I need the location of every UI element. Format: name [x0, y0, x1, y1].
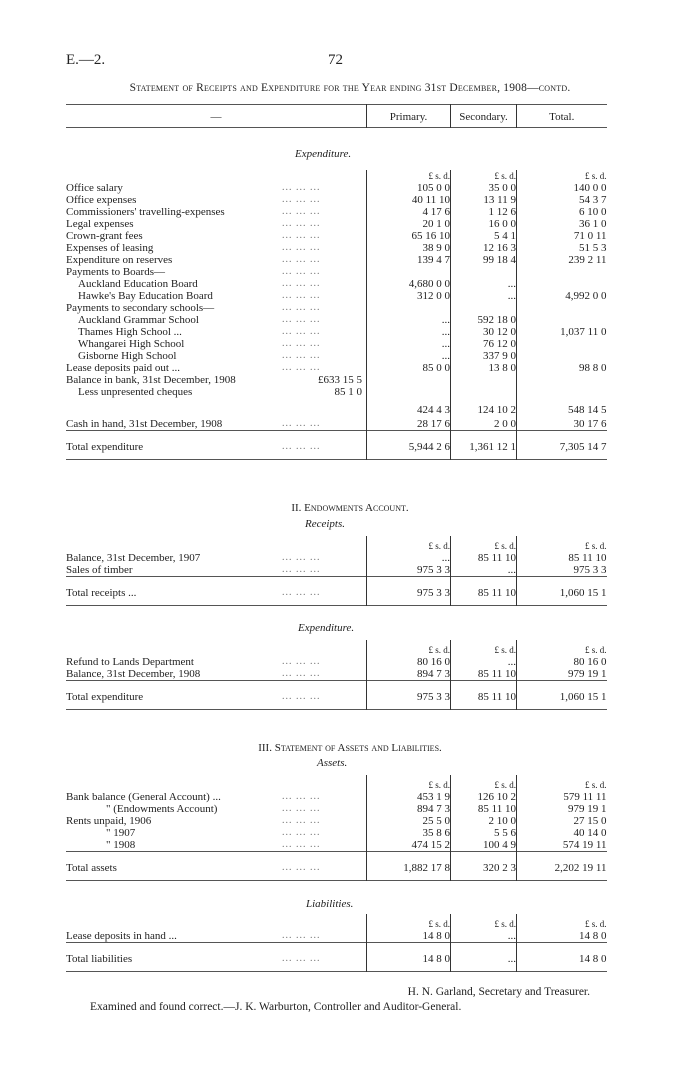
primary-value: 894 7 3: [367, 803, 451, 815]
secondary-value: 100 4 9: [451, 839, 517, 852]
row-leader: ... ... ...: [282, 791, 321, 802]
total-label: Total assets: [66, 862, 117, 874]
row-label: Office salary: [66, 182, 123, 194]
total-value: 574 19 11: [517, 839, 607, 852]
total-leader: ... ... ...: [282, 441, 321, 452]
row-leader: ... ... ...: [282, 242, 321, 253]
total-secondary: 320 2 3: [451, 852, 517, 881]
row-leader: ... ... ...: [282, 803, 321, 814]
units-row: [66, 914, 607, 930]
unit-cell: £ s. d.: [367, 536, 451, 552]
total-leader: ... ... ...: [282, 691, 321, 702]
unit-cell: £ s. d.: [367, 914, 451, 930]
unit-s: s.: [435, 171, 444, 181]
row-leader: ... ... ...: [282, 218, 321, 229]
primary-value: [367, 374, 451, 386]
primary-value: 14 8 0: [367, 930, 451, 943]
page-ref: E.—2.: [66, 52, 106, 68]
row-leader: ... ... ...: [282, 656, 321, 667]
row-leader: ... ... ...: [282, 302, 321, 313]
total-value: 975 3 3: [517, 564, 607, 577]
row-leader: ... ... ...: [282, 668, 321, 679]
endow-expenditure-heading: Expenditure.: [298, 622, 355, 634]
total-value: 979 19 1: [517, 803, 607, 815]
row-label: Balance, 31st December, 1907: [66, 552, 201, 564]
unit-cell: £ s. d.: [517, 914, 607, 930]
table-row: [66, 218, 607, 230]
total-row: [66, 577, 607, 606]
secondary-value: 76 12 0: [451, 338, 517, 350]
total-row: [66, 943, 607, 972]
table-row: [66, 302, 607, 314]
total-value: 239 2 11: [517, 254, 607, 266]
secondary-value: [451, 374, 517, 386]
row-leader: ... ... ...: [282, 278, 321, 289]
unit-l: £: [428, 171, 436, 181]
row-leader: ... ... ...: [282, 266, 321, 277]
row-leader: ... ... ...: [282, 350, 321, 361]
total-value: [517, 338, 607, 350]
secondary-value: 13 11 9: [451, 194, 517, 206]
assets-sub: Assets.: [317, 757, 348, 769]
unit-d: d.: [509, 171, 516, 181]
unit-s: s.: [591, 171, 600, 181]
page-number: 72: [328, 52, 343, 68]
total-row: [66, 681, 607, 710]
units-row: [66, 775, 607, 791]
secondary-value: 12 16 3: [451, 242, 517, 254]
table-row: [66, 350, 607, 362]
blank-cell: [282, 536, 367, 552]
row-label: Balance in bank, 31st December, 1908: [66, 374, 236, 386]
row-leader: ... ... ...: [282, 326, 321, 337]
statement-title: Statement of Receipts and Expenditure for the Year ending 31st December, 1908—contd.: [129, 82, 571, 94]
secondary-value: ...: [451, 564, 517, 577]
row-label: Commissioners' travelling-expenses: [66, 206, 225, 218]
total-value: 14 8 0: [517, 930, 607, 943]
row-leader: ... ... ...: [282, 930, 321, 941]
table-row: [66, 182, 607, 194]
secondary-value: [451, 302, 517, 314]
units-row: [66, 640, 607, 656]
col-secondary: Secondary.: [451, 105, 517, 128]
row-leader: ... ... ...: [282, 827, 321, 838]
total-value: [517, 374, 607, 386]
total-value: 979 19 1: [517, 668, 607, 681]
liabilities-table: [66, 914, 607, 972]
total-value: [517, 314, 607, 326]
secondary-value: ...: [451, 930, 517, 943]
total-label: Total expenditure: [66, 691, 144, 703]
row-label: Payments to Boards—: [66, 266, 165, 278]
row-label: Expenses of leasing: [66, 242, 154, 254]
total-value: 6 10 0: [517, 206, 607, 218]
table-row: [66, 791, 607, 803]
endow-expenditure-table: [66, 640, 607, 710]
primary-value: 20 1 0: [367, 218, 451, 230]
total-total: 1,060 15 1: [517, 577, 607, 606]
row-leader: ... ... ...: [282, 815, 321, 826]
secondary-value: 337 9 0: [451, 350, 517, 362]
unit-cell: [517, 170, 607, 182]
total-value: [517, 266, 607, 278]
total-value: 579 11 11: [517, 791, 607, 803]
total-value: [517, 350, 607, 362]
primary-value: ...: [367, 552, 451, 564]
secondary-value: 16 0 0: [451, 218, 517, 230]
row-label: Cash in hand, 31st December, 1908: [66, 418, 223, 430]
row-leader: ... ... ...: [282, 338, 321, 349]
total-primary: 1,882 17 8: [367, 852, 451, 881]
row-leader: ... ... ...: [282, 206, 321, 217]
row-label: Expenditure on reserves: [66, 254, 173, 266]
table-row: [66, 839, 607, 852]
primary-value: 80 16 0: [367, 656, 451, 668]
unit-l: £: [494, 171, 502, 181]
unit-cell: £ s. d.: [517, 640, 607, 656]
primary-value: 40 11 10: [367, 194, 451, 206]
secondary-value: 99 18 4: [451, 254, 517, 266]
secondary-value: [451, 386, 517, 398]
secondary-value: 592 18 0: [451, 314, 517, 326]
table-row: [66, 242, 607, 254]
total-leader: ... ... ...: [282, 587, 321, 598]
secondary-value: 5 5 6: [451, 827, 517, 839]
table-row: [66, 803, 607, 815]
row-leader: ... ... ...: [282, 290, 321, 301]
row-leader: £633 15 5: [318, 374, 362, 386]
unit-cell: £ s. d.: [451, 536, 517, 552]
total-label: Total expenditure: [66, 441, 144, 453]
row-leader: ... ... ...: [282, 194, 321, 205]
table-row: [66, 290, 607, 302]
liabilities-sub: Liabilities.: [306, 898, 354, 910]
total-row: [66, 431, 607, 460]
secondary-value: 5 4 1: [451, 230, 517, 242]
row-label: Bank balance (General Account) ...: [66, 791, 221, 803]
primary-value: 28 17 6: [367, 416, 451, 431]
assets-table: [66, 775, 607, 881]
total-value: 98 8 0: [517, 362, 607, 374]
unit-cell: [451, 170, 517, 182]
table-row: [66, 564, 607, 577]
secondary-value: 13 8 0: [451, 362, 517, 374]
table-row: [66, 362, 607, 374]
table-row: [66, 827, 607, 839]
secondary-value: 126 10 2: [451, 791, 517, 803]
blank-cell: [282, 775, 367, 791]
table-row: [66, 386, 607, 398]
row-label: Whangarei High School: [78, 338, 185, 350]
primary-value: 894 7 3: [367, 668, 451, 681]
row-label: Balance, 31st December, 1908: [66, 668, 201, 680]
total-value: 140 0 0: [517, 182, 607, 194]
unit-d: d.: [599, 171, 607, 181]
total-value: 80 16 0: [517, 656, 607, 668]
secondary-value: 85 11 10: [451, 803, 517, 815]
primary-value: ...: [367, 350, 451, 362]
unit-cell: £ s. d.: [367, 640, 451, 656]
secondary-value: 30 12 0: [451, 326, 517, 338]
secondary-value: 85 11 10: [451, 668, 517, 681]
total-value: 51 5 3: [517, 242, 607, 254]
table-row: [66, 326, 607, 338]
secondary-value: [451, 266, 517, 278]
total-leader: ... ... ...: [282, 862, 321, 873]
unit-cell: £ s. d.: [451, 640, 517, 656]
row-label: Lease deposits paid out ...: [66, 362, 180, 374]
unit-cell: [367, 170, 451, 182]
primary-value: 453 1 9: [367, 791, 451, 803]
row-label: Sales of timber: [66, 564, 133, 576]
primary-value: 474 15 2: [367, 839, 451, 852]
table-row: [66, 338, 607, 350]
row-leader: ... ... ...: [282, 362, 321, 373]
secondary-value: ...: [451, 290, 517, 302]
total-total: 14 8 0: [517, 943, 607, 972]
units-row: [66, 536, 607, 552]
col-total: Total.: [517, 105, 607, 128]
total-value: 4,992 0 0: [517, 290, 607, 302]
secondary-value: 124 10 2: [451, 398, 517, 416]
total-label: Total receipts ...: [66, 587, 137, 599]
unit-d: d.: [443, 171, 450, 181]
primary-value: [367, 386, 451, 398]
total-value: [517, 278, 607, 290]
row-leader: ... ... ...: [282, 182, 321, 193]
total-value: 27 15 0: [517, 815, 607, 827]
blank-cell: [282, 914, 367, 930]
blank-cell: [282, 170, 367, 182]
table-row: [66, 668, 607, 681]
primary-value: 35 8 6: [367, 827, 451, 839]
total-primary: 975 3 3: [367, 681, 451, 710]
unit-cell: £ s. d.: [517, 536, 607, 552]
receipts-heading: Receipts.: [305, 518, 346, 530]
primary-value: 105 0 0: [367, 182, 451, 194]
secondary-value: 1 12 6: [451, 206, 517, 218]
table-row: [66, 398, 607, 416]
primary-value: 975 3 3: [367, 564, 451, 577]
row-label: Less unpresented cheques: [78, 386, 193, 398]
table-row: [66, 206, 607, 218]
blank-cell: [66, 914, 282, 930]
blank-cell: [66, 170, 282, 182]
total-total: 7,305 14 7: [517, 431, 607, 460]
total-secondary: ...: [451, 943, 517, 972]
table-row: [66, 374, 607, 386]
table-row: [66, 266, 607, 278]
total-primary: 5,944 2 6: [367, 431, 451, 460]
total-secondary: 1,361 12 1: [451, 431, 517, 460]
row-label: Hawke's Bay Education Board: [78, 290, 213, 302]
col-primary: Primary.: [367, 105, 451, 128]
total-value: 548 14 5: [517, 398, 607, 416]
unit-s: s.: [501, 171, 510, 181]
total-value: 30 17 6: [517, 416, 607, 431]
row-label: Legal expenses: [66, 218, 134, 230]
total-total: 1,060 15 1: [517, 681, 607, 710]
row-label: Auckland Education Board: [78, 278, 198, 290]
row-label: Refund to Lands Department: [66, 656, 194, 668]
row-leader: ... ... ...: [282, 314, 321, 325]
blank-cell: [282, 640, 367, 656]
total-secondary: 85 11 10: [451, 681, 517, 710]
secondary-value: ...: [451, 278, 517, 290]
primary-value: [367, 302, 451, 314]
secondary-value: 85 11 10: [451, 552, 517, 564]
row-label: Gisborne High School: [78, 350, 177, 362]
table-row: [66, 314, 607, 326]
row-label: Rents unpaid, 1906: [66, 815, 152, 827]
total-value: 71 0 11: [517, 230, 607, 242]
row-label: " (Endowments Account): [106, 803, 218, 815]
row-label: Auckland Grammar School: [78, 314, 199, 326]
secondary-value: 2 0 0: [451, 416, 517, 431]
expenditure-rows: [66, 170, 607, 460]
signer: H. N. Garland, Secretary and Treasurer.: [407, 986, 590, 998]
endowments-heading: II. Endowments Account.: [291, 502, 409, 514]
primary-value: 312 0 0: [367, 290, 451, 302]
primary-value: 4,680 0 0: [367, 278, 451, 290]
row-leader: ... ... ...: [282, 418, 321, 429]
unit-cell: £ s. d.: [517, 775, 607, 791]
unit-l: £: [584, 171, 592, 181]
total-value: [517, 386, 607, 398]
table-row: [66, 194, 607, 206]
total-value: [517, 302, 607, 314]
blank-cell: [66, 775, 282, 791]
row-label: Crown-grant fees: [66, 230, 143, 242]
total-value: 54 3 7: [517, 194, 607, 206]
total-total: 2,202 19 11: [517, 852, 607, 881]
secondary-value: 35 0 0: [451, 182, 517, 194]
primary-value: 4 17 6: [367, 206, 451, 218]
unit-cell: £ s. d.: [367, 775, 451, 791]
primary-value: 38 9 0: [367, 242, 451, 254]
table-row: [66, 278, 607, 290]
primary-value: 139 4 7: [367, 254, 451, 266]
row-label: Office expenses: [66, 194, 137, 206]
row-leader: 85 1 0: [334, 386, 362, 398]
primary-value: 25 5 0: [367, 815, 451, 827]
row-label: Thames High School ...: [78, 326, 182, 338]
total-secondary: 85 11 10: [451, 577, 517, 606]
primary-value: ...: [367, 326, 451, 338]
secondary-value: 2 10 0: [451, 815, 517, 827]
primary-value: 424 4 3: [367, 398, 451, 416]
primary-value: 65 16 10: [367, 230, 451, 242]
table-row: [66, 416, 607, 431]
table-row: [66, 254, 607, 266]
row-label: [66, 398, 282, 416]
table-row: [66, 815, 607, 827]
total-value: 36 1 0: [517, 218, 607, 230]
units-row: [66, 170, 607, 182]
secondary-value: ...: [451, 656, 517, 668]
total-value: 40 14 0: [517, 827, 607, 839]
expenditure-table: [66, 104, 607, 128]
row-leader: ... ... ...: [282, 564, 321, 575]
blank-cell: [66, 536, 282, 552]
unit-cell: £ s. d.: [451, 775, 517, 791]
row-label: " 1908: [106, 839, 136, 851]
table-row: [66, 230, 607, 242]
row-leader: ... ... ...: [282, 839, 321, 850]
row-label: " 1907: [106, 827, 136, 839]
total-value: 1,037 11 0: [517, 326, 607, 338]
blank-cell: [66, 640, 282, 656]
unit-cell: £ s. d.: [451, 914, 517, 930]
row-leader: ... ... ...: [282, 552, 321, 563]
total-primary: 975 3 3: [367, 577, 451, 606]
total-leader: ... ... ...: [282, 953, 321, 964]
table-row: [66, 656, 607, 668]
expenditure-heading: Expenditure.: [295, 148, 352, 160]
row-label: Payments to secondary schools—: [66, 302, 215, 314]
row-leader: ... ... ...: [282, 230, 321, 241]
primary-value: ...: [367, 314, 451, 326]
table-row: [66, 930, 607, 943]
primary-value: ...: [367, 338, 451, 350]
examined-note: Examined and found correct.—J. K. Warburton, Controller and Auditor-General.: [90, 1001, 462, 1013]
total-label: Total liabilities: [66, 953, 133, 965]
assets-heading: III. Statement of Assets and Liabilities.: [258, 742, 442, 754]
total-primary: 14 8 0: [367, 943, 451, 972]
row-leader: ... ... ...: [282, 254, 321, 265]
primary-value: [367, 266, 451, 278]
row-label: Lease deposits in hand ...: [66, 930, 177, 942]
primary-value: 85 0 0: [367, 362, 451, 374]
receipts-table: [66, 536, 607, 606]
total-value: 85 11 10: [517, 552, 607, 564]
table-row: [66, 552, 607, 564]
col-blank: —: [210, 111, 222, 123]
total-row: [66, 852, 607, 881]
row-leader: [282, 398, 367, 416]
